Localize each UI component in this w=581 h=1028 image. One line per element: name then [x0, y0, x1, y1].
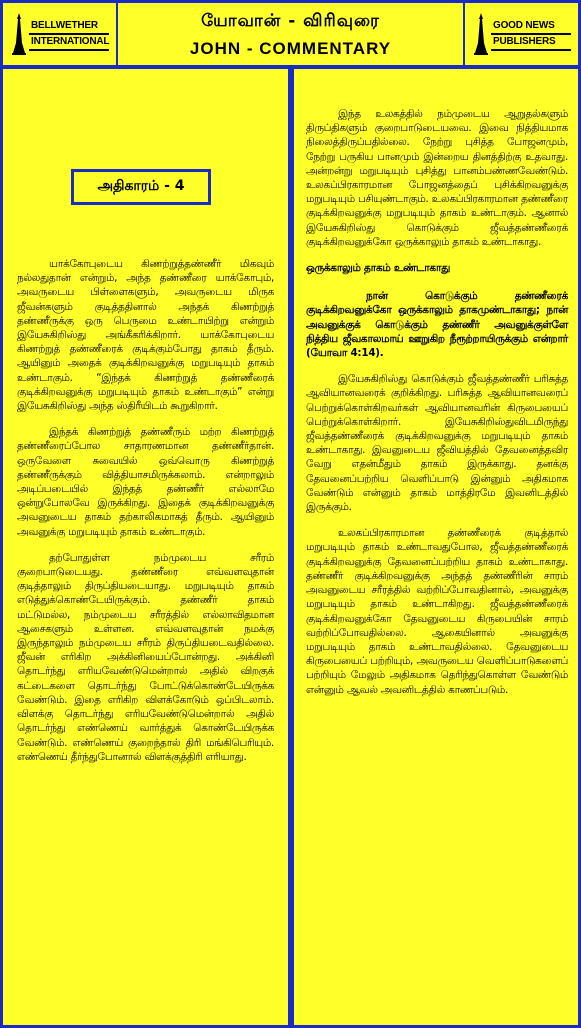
left-column-text [17, 257, 274, 776]
tower-icon [11, 13, 27, 55]
paragraph: தற்போதுள்ள நம்முடைய சரீரம் குறைபாடுடையது. தண்ணீரை எவ்வளவுதான் குடித்தாலும் திருப்தியடையாது. மறுபடியும் தாகம் எடுத்துக்கொண்டேயிருக்கும். தண்ணீர் தாகம் மட்டுமல்ல, நம்முடைய சரீரத்தில் எல்லாவிதமான ஆசைகளும் உள்ளன. எவ்வளவுதான் நமக்கு இருந்தாலும் நம்முடைய சரீரம் திருப்தியடைவதில்லை. ஜீவன் எரிகிற அக்கினியைப்போன்றது. அக்கினி தொடர்ந்து எரியவேண்டுமென்றால் அதில் விறகுக் கட்டைகளை தொடர்ந்து போட்டுக்கொண்டேயிருக்க வேண்டும். இதை எரிகிற விளக்கோடும் ஒப்பிடலாம். விளக்கு தொடர்ந்து எரியவேண்டுமென்றால் அதில் தொடர்ந்து எண்ணெய் வார்த்துக் கொண்டேயிருக்க வேண்டும். எண்ணெய் குறைந்தால் திரி மங்கிபெரியும். எண்ணெய் தீர்ந்துபோனால் விளக்குத்திரி எரியாது. [17, 551, 274, 763]
logo-line2: INTERNATIONAL [31, 36, 110, 47]
tower-icon [473, 13, 489, 55]
logo-line2: PUBLISHERS [493, 36, 556, 47]
header-title-panel [118, 3, 463, 65]
chapter-label: அதிகாரம் - 4 [71, 169, 211, 205]
right-column-text [306, 107, 568, 709]
header-left-panel [3, 3, 116, 65]
paragraph: உலகப்பிரகாரமான தண்ணீரைக் குடித்தால் மறுபடியும் தாகம் உண்டாவதுபோல, ஜீவத்தண்ணீரைக் குடிக்கிறவனுக்கு தேவனைப்பற்றிய தாகம் உண்டாகாது. தண்ணீர் குடிக்கிறவனுக்கு அந்தத் தண்ணீரின் சாரம் அவனுடைய சரீரத்தில் வற்றிப்போவதினால், அவனுக்கு மறுபடியும் தாகம் உண்டாகிறது. ஜீவத்தண்ணீரைக் குடிக்கிறவனுக்கோ தேவனுடைய கிருபையின் சாரம் வற்றிப்போவதில்லை. ஆகையினால் அவனுக்கு மறுபடியும் தாகம் உண்டாவதில்லை. தேவனுடைய கிருபையைப் பற்றியும், அவருடைய வெளிப்பாடுகளைப் பற்றியும் மேலும் அதிகமாக தெரிந்துகொள்ள வேண்டும் என்னும் ஆவல் அவனிடத்தில் காணப்படும். [306, 527, 568, 696]
paragraph: இயேசுகிறிஸ்து கொடுக்கும் ஜீவத்தண்ணீர் பரிசுத்த ஆவியானவரைக் குறிக்கிறது. பரிசுத்த ஆவியானவரைப் பெற்றுக்கொள்கிறவர்கள் ஆவியானவரின் கிருபையைப் பெற்றுக்கொள்கிறார். இயேசுகிறிஸ்துவிடமிருந்து ஜீவத்தண்ணீரைக் குடிக்கிறவனுக்கு மறுபடியும் தாகம் உண்டாகாது. இவனுடைய ஜீவியத்தில் தேவனைத்தவிர வேறு எதன்மீதும் தாகம் இருக்காது. தனக்கு தேவனைப்பற்றிய வெளிப்பாடு இன்னும் அதிகமாக வேண்டும் என்னும் தாகம் மாத்திரமே இவனிடத்தில் இருக்கும். [306, 373, 568, 514]
paragraph: இந்த உலகத்தில் நம்முடைய ஆறுதல்களும் திருப்திகளும் குறைபாடுடையவை. இவை நித்தியமாக நிலைத்திருப்பதில்லை. நேற்று புசித்த போஜனமும், நேற்று பருகிய பானமும் இன்றைய தினத்திற்கு உதவாது. அன்றன்று மறுபடியும் புசித்து பானம்பண்ணவேண்டும். உலகப்பிரகாரமான போஜனத்தைப் புசிக்கிறவனுக்கு மறுபடியும் பசியுண்டாகும். உலகப்பிரகாரமான தண்ணீரை குடிக்கிறவனுக்கு மறுபடியும் தாகம் உண்டாகும். ஆனால் இயேசுகிறிஸ்து கொடுக்கும் ஜீவத்தண்ணீரைக் குடிக்கிறவனுக்கோ ஒருக்காலும் தாகம் உண்டாகாது. [306, 108, 568, 248]
logo-underline [491, 49, 571, 51]
title-english: JOHN - COMMENTARY [189, 39, 392, 58]
right-column [294, 69, 578, 1025]
section-heading: ஒருக்காலும் தாகம் உண்டாகாது [306, 262, 450, 275]
logo-line1: GOOD NEWS [493, 20, 555, 31]
header-right-panel [465, 3, 578, 65]
paragraph: இந்தக் கிணற்றுத் தண்ணீரும் மற்ற கிணற்றுத் தண்ணீரைப்போல சாதாரணமான தண்ணீர்தான். ஒருவேளை சுவையில் ஒவ்வொரு கிணற்றுத் தண்ணீருக்கும் வித்தியாசமிருக்கலாம். என்றாலும் அடிப்படையில் இந்தத் தண்ணீர் எல்லாமே ஒன்றுபோலவே இருக்கிறது. இதைக் குடிக்கிறவனுக்கு அவனுடைய தாகம் தற்காலிகமாகத் தீரும். ஆயினும் அவனுக்கு மறுபடியும் தாகம் உண்டாகும். [17, 426, 274, 538]
logo-line1: BELLWETHER [31, 20, 98, 31]
title-tamil: யோவான் - விரிவுரை [201, 11, 380, 31]
good-news-logo [471, 11, 571, 57]
logo-underline [29, 33, 109, 35]
logo-underline [29, 49, 109, 51]
scripture-verse: நான் கொடுக்கும் தண்ணீரைக் குடிக்கிறவனுக்கோ ஒருக்காலும் தாகமுண்டாகாது; நான் அவனுக்குக் கொடுக்கும் தண்ணீர் அவனுக்குள்ளே நித்திய ஜீவகாலமாய் ஊறுகிற நீரூற்றாயிருக்கும் என்றார் (யோவா 4:14). [306, 290, 568, 360]
logo-underline [491, 33, 571, 35]
bellwether-logo [9, 11, 109, 57]
paragraph: யாக்கோபுடைய கிணற்றுத்தண்ணீர் மிகவும் நல்லதுதான் என்றும், அந்த தண்ணீரை யாக்கோபும், அவருடைய பிள்ளைகளும், அவருடைய மிருக ஜீவன்களும் குடித்ததினால் அந்தக் கிணற்றுத் தண்ணீருக்கு ஒரு பெருமை உண்டாயிற்று என்றும் இயேசுகிறிஸ்து அங்கீகரிக்கிறார். யாக்கோபுடைய கிணற்றுத் தண்ணீரைக் குடிக்கும்போது தாகம் தீரும். ஆயினும் அதைக் குடிக்கிறவனுக்கு மறுபடியும் தாகம் உண்டாகும். “இந்தக் கிணற்றுத் தண்ணீரைக் குடிக்கிறவனுக்கு மறுபடியும் தாகம் உண்டாகும்” என்று இயேசுகிறிஸ்து அந்த ஸ்திரீயிடம் கூறுகிறார். [17, 258, 274, 413]
left-column [3, 69, 288, 1025]
